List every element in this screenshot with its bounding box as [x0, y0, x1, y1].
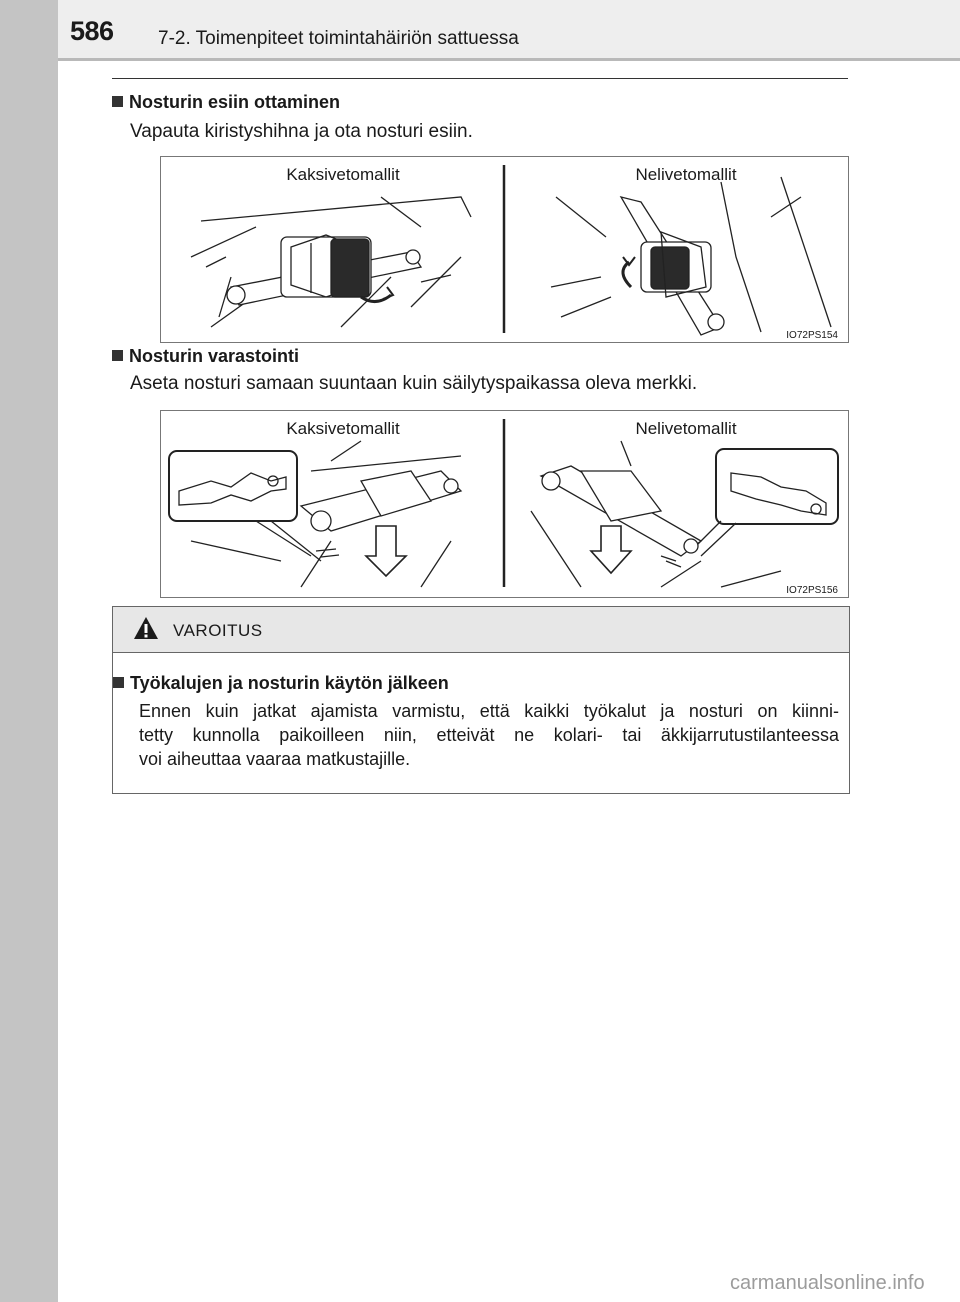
warning-title: VAROITUS: [173, 621, 263, 640]
chapter-title: 7-2. Toimenpiteet toimintahäiriön sattuessa: [158, 28, 519, 49]
illustration-jack-removal: [161, 157, 848, 342]
footer-watermark: carmanualsonline.info: [730, 1272, 925, 1294]
warning-box: [112, 606, 850, 794]
section-body-jack-removal: Vapauta kiristyshihna ja ota nosturi esiin.: [130, 121, 473, 142]
figure-jack-storage: [160, 410, 849, 598]
figure-code: IO72PS154: [786, 330, 838, 341]
section-body-jack-storage: Aseta nosturi samaan suuntaan kuin säilytyspaikassa oleva merkki.: [130, 373, 698, 394]
bullet-square-icon: [113, 677, 124, 688]
section-heading-jack-storage: Nosturin varastointi: [112, 346, 299, 367]
figure-label-2wd: Kaksivetomallit: [286, 419, 400, 438]
header-rule: [58, 58, 960, 61]
figure-code: IO72PS156: [786, 585, 838, 596]
figure-jack-removal: [160, 156, 849, 343]
bullet-square-icon: [112, 96, 123, 107]
warning-line: voi aiheuttaa vaaraa matkustajille.: [139, 749, 411, 769]
jack-illustration-2wd: [191, 197, 471, 327]
figure-label-2wd: Kaksivetomallit: [286, 165, 400, 184]
figure-label-4wd: Nelivetomallit: [635, 165, 737, 184]
warning-line: Ennen kuin jatkat ajamista varmistu, että kaikki työkalut ja nosturi on kiinni-: [139, 701, 839, 721]
warning-line: tetty kunnolla paikoilleen niin, etteivät ne kolari- tai äkkijarrutustilanteessa: [139, 725, 839, 745]
warning-subheading: Työkalujen ja nosturin käytön jälkeen: [113, 673, 449, 694]
figure-label-4wd: Nelivetomallit: [635, 419, 737, 438]
warning-header: [113, 607, 849, 653]
page-number: 586: [70, 16, 114, 46]
jack-storage-illustration-2wd: [169, 441, 461, 587]
section-heading-jack-removal: Nosturin esiin ottaminen: [112, 92, 340, 113]
top-divider: [112, 78, 848, 79]
bullet-square-icon: [112, 350, 123, 361]
jack-illustration-4wd: [551, 177, 831, 335]
warning-triangle-icon: [133, 616, 159, 640]
warning-text: [139, 699, 839, 771]
jack-storage-illustration-4wd: [531, 441, 838, 587]
page-sidebar: [0, 0, 58, 1302]
illustration-jack-storage: [161, 411, 848, 597]
